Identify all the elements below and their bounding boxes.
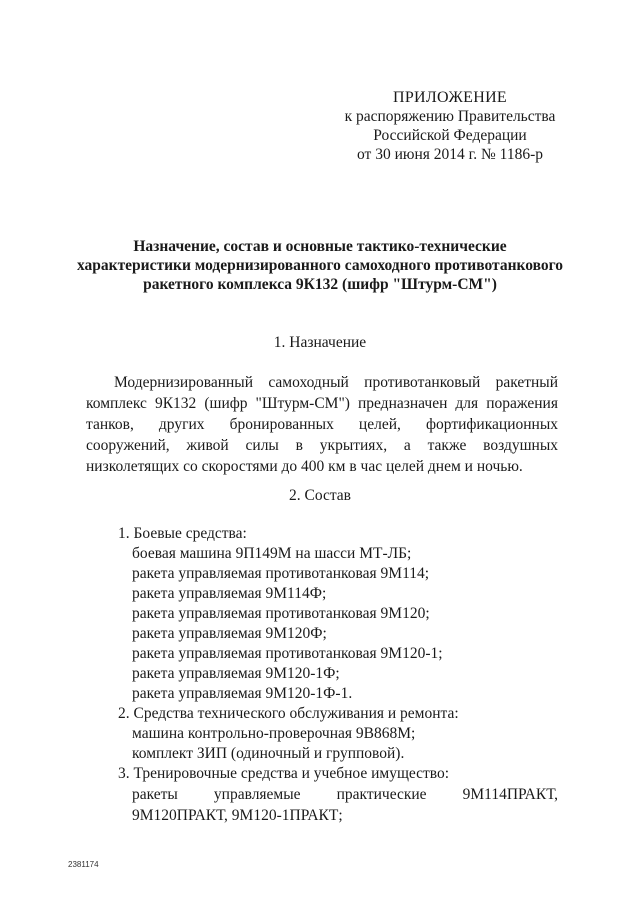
list-item: ракета управляемая противотанковая 9М114;	[132, 565, 430, 582]
document-title-line-1: Назначение, состав и основные тактико-технические	[133, 238, 507, 255]
document-title-line-3: ракетного комплекса 9К132 (шифр "Штурм-СМ")	[143, 276, 497, 293]
list-item: ракета управляемая 9М120-1Ф-1.	[132, 685, 353, 702]
list-item: ракета управляемая 9М114Ф;	[132, 585, 327, 602]
list-item-title: 2. Средства технического обслуживания и ремонта:	[118, 705, 459, 722]
section-heading-composition: 2. Состав	[288, 487, 351, 504]
list-item: ракета управляемая противотанковая 9М120;	[132, 605, 430, 622]
list-item: ракета управляемая противотанковая 9М120-1;	[132, 645, 443, 662]
list-item: ракета управляемая 9М120Ф;	[132, 625, 327, 642]
appendix-line-2: Российской Федерации	[373, 127, 527, 144]
appendix-title: ПРИЛОЖЕНИЕ	[392, 89, 507, 106]
list-item: ракеты управляемые практические 9М114ПРАКТ, 9М120ПРАКТ, 9М120-1ПРАКТ;	[132, 786, 558, 824]
document-number: 2381174	[68, 860, 99, 869]
composition-list	[86, 524, 558, 826]
section-heading-purpose: 1. Назначение	[273, 334, 367, 351]
list-item-title: 1. Боевые средства:	[118, 525, 247, 542]
document-title-line-2: характеристики модернизированного самоходного противотанкового	[76, 257, 564, 274]
appendix-line-1: к распоряжению Правительства	[344, 108, 556, 125]
document-title	[70, 237, 570, 294]
list-item: комплект ЗИП (одиночный и групповой).	[132, 745, 405, 762]
list-item-title: 3. Тренировочные средства и учебное имущество:	[118, 765, 450, 782]
appendix-line-3: от 30 июня 2014 г. № 1186-р	[357, 146, 543, 163]
list-item: машина контрольно-проверочная 9В868М;	[132, 725, 416, 742]
purpose-paragraph: Модернизированный самоходный противотанковый ракетный комплекс 9К132 (шифр "Штурм-СМ") предназначен для поражения танков, других бронированных целей, фортификационных сооружений, живой силы в укрытиях, а также воздушных низколетящих со скоростями до 400 км в час целей днем и ночью.	[86, 374, 558, 475]
list-item: боевая машина 9П149М на шасси МТ-ЛБ;	[132, 545, 412, 562]
appendix-header	[330, 88, 570, 164]
list-item: ракета управляемая 9М120-1Ф;	[132, 665, 340, 682]
